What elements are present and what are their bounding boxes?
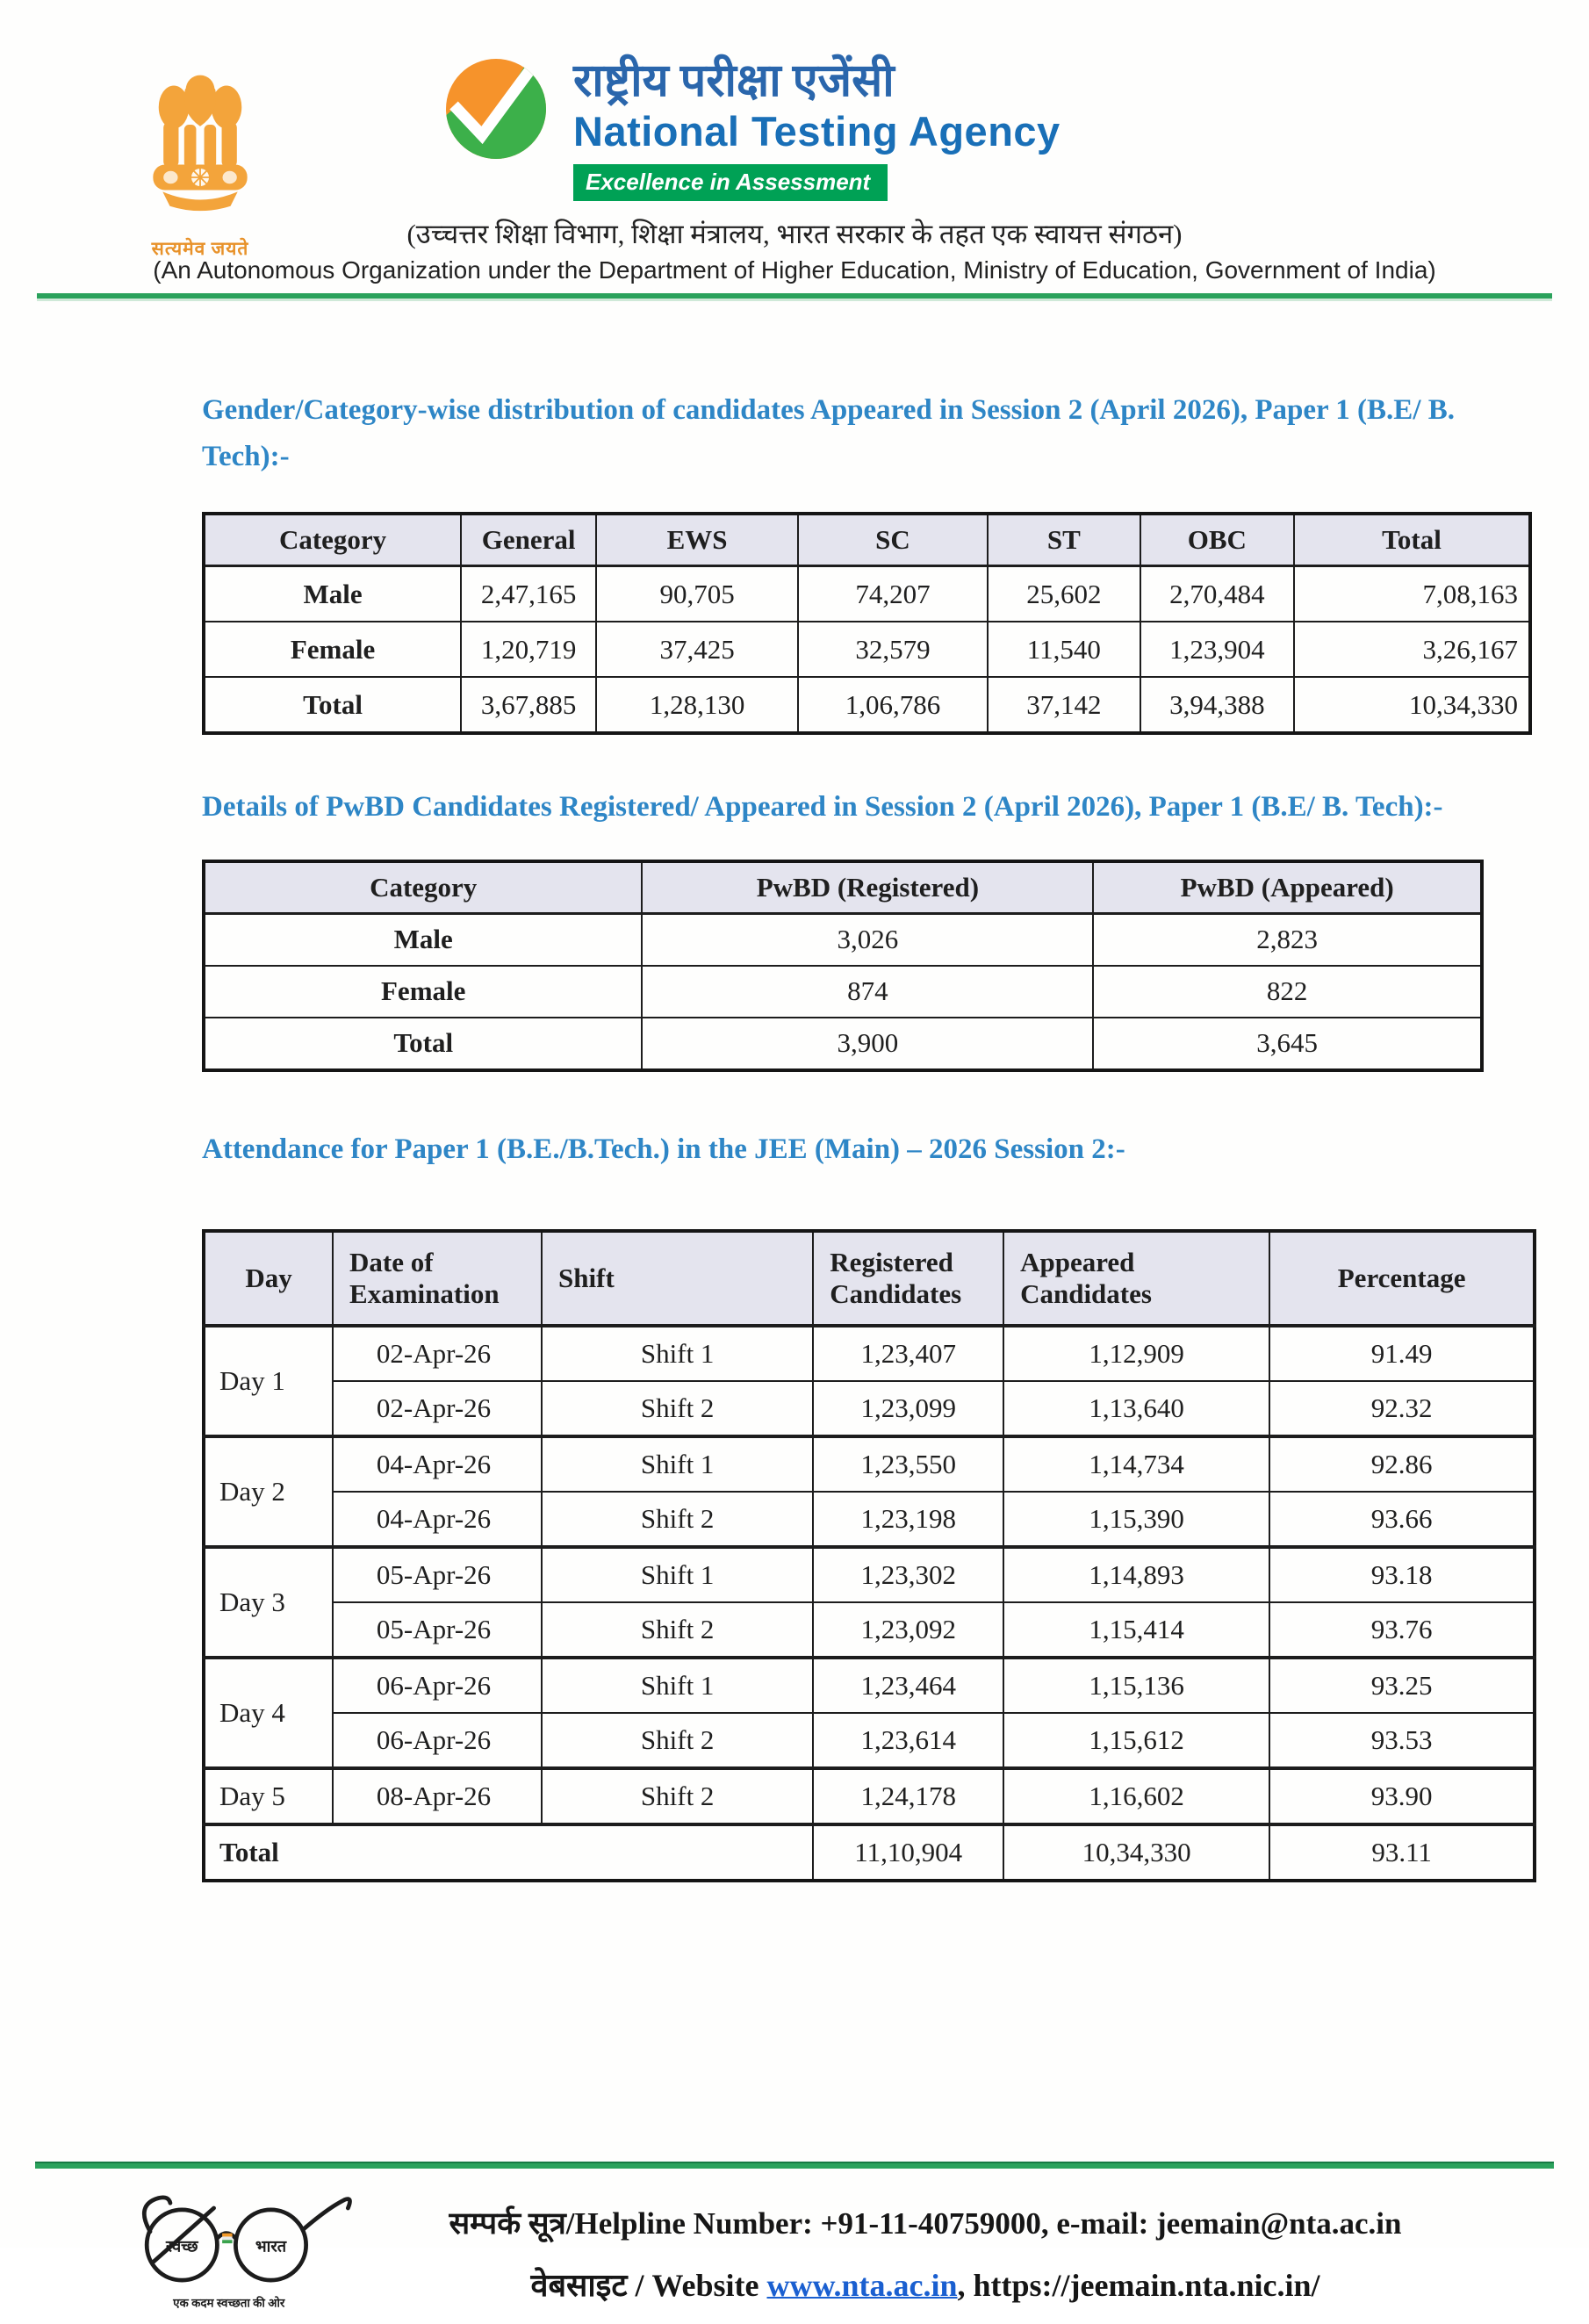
website-text	[367, 2263, 1484, 2306]
pwbd-table	[202, 860, 1484, 1072]
table-cell: Shift 2	[542, 1492, 813, 1547]
table-cell: 37,142	[988, 677, 1140, 733]
table-cell: Shift 1	[542, 1436, 813, 1492]
table-cell: 1,23,092	[813, 1602, 1003, 1658]
table-cell: 93.25	[1269, 1658, 1535, 1713]
row-label: Female	[204, 966, 642, 1018]
table-cell: 92.86	[1269, 1436, 1535, 1492]
table-cell: Shift 2	[542, 1602, 813, 1658]
table-row	[204, 1713, 1535, 1768]
attendance-table	[202, 1229, 1536, 1882]
table-cell: 1,15,414	[1003, 1602, 1269, 1658]
pwbd-heading: Details of PwBD Candidates Registered/ Appeared in Session 2 (April 2026), Paper 1 (B.E/ B. Tech):-	[202, 791, 1443, 824]
footer-contact	[367, 2190, 1484, 2306]
table-cell: 2,823	[1093, 913, 1482, 966]
day-label: Day 3	[204, 1547, 333, 1658]
table-row	[204, 1768, 1535, 1824]
day-label: Day 2	[204, 1436, 333, 1547]
table-cell: 874	[642, 966, 1093, 1018]
table-row	[204, 1381, 1535, 1436]
table-row	[204, 1436, 1535, 1492]
table-cell: 08-Apr-26	[333, 1768, 542, 1824]
table-cell: 92.32	[1269, 1381, 1535, 1436]
table-row	[204, 1658, 1535, 1713]
header-cell: PwBD (Registered)	[642, 861, 1093, 914]
tagline-banner: Excellence in Assessment	[573, 164, 888, 201]
document-footer	[0, 2190, 1589, 2324]
table-cell: 25,602	[988, 566, 1140, 622]
pwbd-header-row	[204, 861, 1482, 914]
header-cell: General	[461, 514, 596, 566]
table-cell: 3,026	[642, 913, 1093, 966]
attendance-header-row	[204, 1231, 1535, 1326]
glasses-caption-text: एक कदम स्वच्छता की ओर	[173, 2297, 285, 2311]
table-cell: 06-Apr-26	[333, 1658, 542, 1713]
table-row	[204, 1547, 1535, 1602]
table-row	[204, 622, 1530, 677]
india-emblem	[130, 54, 270, 261]
table-cell: 93.18	[1269, 1547, 1535, 1602]
subtitle-hindi: (उच्चत्तर शिक्षा विभाग, शिक्षा मंत्रालय, भारत सरकार के तहत एक स्वायत्त संगठन)	[406, 218, 1183, 249]
table-cell: 2,47,165	[461, 566, 596, 622]
table-cell: 822	[1093, 966, 1482, 1018]
row-label: Total	[204, 677, 461, 733]
total-label: Total	[204, 1824, 813, 1881]
row-label: Male	[204, 913, 642, 966]
pwbd-section	[202, 784, 1536, 1071]
table-cell: 3,645	[1093, 1018, 1482, 1070]
table-cell: 1,28,130	[596, 677, 798, 733]
table-cell: 1,23,302	[813, 1547, 1003, 1602]
org-name-english: National Testing Agency	[573, 108, 1061, 155]
table-cell: 3,900	[642, 1018, 1093, 1070]
table-row	[204, 677, 1530, 733]
header-cell: Category	[204, 861, 642, 914]
header-cell: SC	[798, 514, 988, 566]
website-prefix: वेबसाइट / Website	[530, 2268, 767, 2304]
table-cell: 1,23,099	[813, 1381, 1003, 1436]
table-cell: 93.90	[1269, 1768, 1535, 1824]
table-cell: 1,23,550	[813, 1436, 1003, 1492]
table-cell: 1,23,614	[813, 1713, 1003, 1768]
table-cell: 93.53	[1269, 1713, 1535, 1768]
table-cell: 06-Apr-26	[333, 1713, 542, 1768]
glasses-right-text: भारत	[255, 2238, 287, 2256]
table-row	[204, 1492, 1535, 1547]
table-cell: 1,06,786	[798, 677, 988, 733]
table-cell: 3,67,885	[461, 677, 596, 733]
row-label: Male	[204, 566, 461, 622]
table-cell: Shift 1	[542, 1326, 813, 1381]
table-cell: Shift 1	[542, 1658, 813, 1713]
table-cell: 2,70,484	[1140, 566, 1294, 622]
table-cell: 3,94,388	[1140, 677, 1294, 733]
ashoka-emblem-icon	[134, 54, 266, 230]
table-cell: Shift 2	[542, 1713, 813, 1768]
table-cell: 1,14,893	[1003, 1547, 1269, 1602]
table-cell: 1,13,640	[1003, 1381, 1269, 1436]
table-cell: 93.11	[1269, 1824, 1535, 1881]
nta-brand	[443, 56, 1589, 201]
header-cell: OBC	[1140, 514, 1294, 566]
header-cell: Registered Candidates	[813, 1231, 1003, 1326]
gender-table	[202, 512, 1532, 735]
gender-section	[202, 387, 1536, 736]
table-cell: 1,15,136	[1003, 1658, 1269, 1713]
day-label: Day 4	[204, 1658, 333, 1768]
table-cell: 04-Apr-26	[333, 1492, 542, 1547]
header-cell: Shift	[542, 1231, 813, 1326]
subtitle-english: (An Autonomous Organization under the Department of Higher Education, Ministry of Education, Government of India)	[153, 255, 1436, 284]
table-cell: Shift 1	[542, 1547, 813, 1602]
attendance-heading: Attendance for Paper 1 (B.E./B.Tech.) in the JEE (Main) – 2026 Session 2:-	[202, 1133, 1125, 1165]
table-cell: 3,26,167	[1294, 622, 1530, 677]
table-cell: 04-Apr-26	[333, 1436, 542, 1492]
table-cell: 1,14,734	[1003, 1436, 1269, 1492]
attendance-section	[202, 1126, 1536, 1882]
table-cell: Shift 2	[542, 1381, 813, 1436]
table-row	[204, 1326, 1535, 1381]
helpline-text: सम्पर्क सूत्र/Helpline Number: +91-11-40759000, e-mail: jeemain@nta.ac.in	[449, 2206, 1402, 2241]
table-cell: 10,34,330	[1003, 1824, 1269, 1881]
header-divider	[37, 293, 1552, 301]
footer-divider	[35, 2162, 1554, 2169]
header-cell: Category	[204, 514, 461, 566]
table-cell: 1,20,719	[461, 622, 596, 677]
header-cell: Appeared Candidates	[1003, 1231, 1269, 1326]
table-row	[204, 566, 1530, 622]
table-cell: 02-Apr-26	[333, 1326, 542, 1381]
day-label: Day 5	[204, 1768, 333, 1824]
table-cell: 1,12,909	[1003, 1326, 1269, 1381]
table-cell: 1,16,602	[1003, 1768, 1269, 1824]
total-row	[204, 1824, 1535, 1881]
glasses-left-text: स्वच्छ	[166, 2238, 198, 2256]
table-cell: 93.66	[1269, 1492, 1535, 1547]
table-row	[204, 966, 1482, 1018]
nta-logo-icon	[443, 56, 549, 162]
table-cell: 7,08,163	[1294, 566, 1530, 622]
table-cell: 11,540	[988, 622, 1140, 677]
table-cell: Shift 2	[542, 1768, 813, 1824]
header-cell: EWS	[596, 514, 798, 566]
table-cell: 1,24,178	[813, 1768, 1003, 1824]
table-cell: 91.49	[1269, 1326, 1535, 1381]
header-cell: Day	[204, 1231, 333, 1326]
emblem-caption: सत्यमेव जयते	[151, 238, 249, 259]
table-cell: 10,34,330	[1294, 677, 1530, 733]
table-cell: 1,23,198	[813, 1492, 1003, 1547]
gender-heading: Gender/Category-wise distribution of candidates Appeared in Session 2 (April 2026), Paper 1 (B.E/ B. Tech):-	[202, 393, 1455, 472]
header-cell: Date of Examination	[333, 1231, 542, 1326]
table-cell: 93.76	[1269, 1602, 1535, 1658]
table-cell: 02-Apr-26	[333, 1381, 542, 1436]
document-header	[0, 0, 1589, 301]
table-cell: 05-Apr-26	[333, 1602, 542, 1658]
table-cell: 74,207	[798, 566, 988, 622]
nta-website-link[interactable]: www.nta.ac.in	[766, 2268, 958, 2304]
header-cell: PwBD (Appeared)	[1093, 861, 1482, 914]
header-cell: Total	[1294, 514, 1530, 566]
row-label: Total	[204, 1018, 642, 1070]
table-cell: 1,15,390	[1003, 1492, 1269, 1547]
header-cell: ST	[988, 514, 1140, 566]
table-cell: 37,425	[596, 622, 798, 677]
table-row	[204, 913, 1482, 966]
org-name-hindi: राष्ट्रीय परीक्षा एजेंसी	[573, 56, 895, 106]
table-cell: 1,15,612	[1003, 1713, 1269, 1768]
gender-header-row	[204, 514, 1530, 566]
table-row	[204, 1602, 1535, 1658]
table-cell: 1,23,464	[813, 1658, 1003, 1713]
header-cell: Percentage	[1269, 1231, 1535, 1326]
table-cell: 1,23,904	[1140, 622, 1294, 677]
day-label: Day 1	[204, 1326, 333, 1436]
table-row	[204, 1018, 1482, 1070]
table-cell: 11,10,904	[813, 1824, 1003, 1881]
row-label: Female	[204, 622, 461, 677]
swachh-bharat-glasses-icon	[130, 2190, 356, 2320]
table-cell: 1,23,407	[813, 1326, 1003, 1381]
table-cell: 90,705	[596, 566, 798, 622]
table-cell: 05-Apr-26	[333, 1547, 542, 1602]
brand-text	[573, 56, 1061, 201]
swachh-bharat-logo	[130, 2190, 367, 2324]
website-suffix: , https://jeemain.nta.nic.in/	[957, 2268, 1320, 2304]
table-cell: 32,579	[798, 622, 988, 677]
